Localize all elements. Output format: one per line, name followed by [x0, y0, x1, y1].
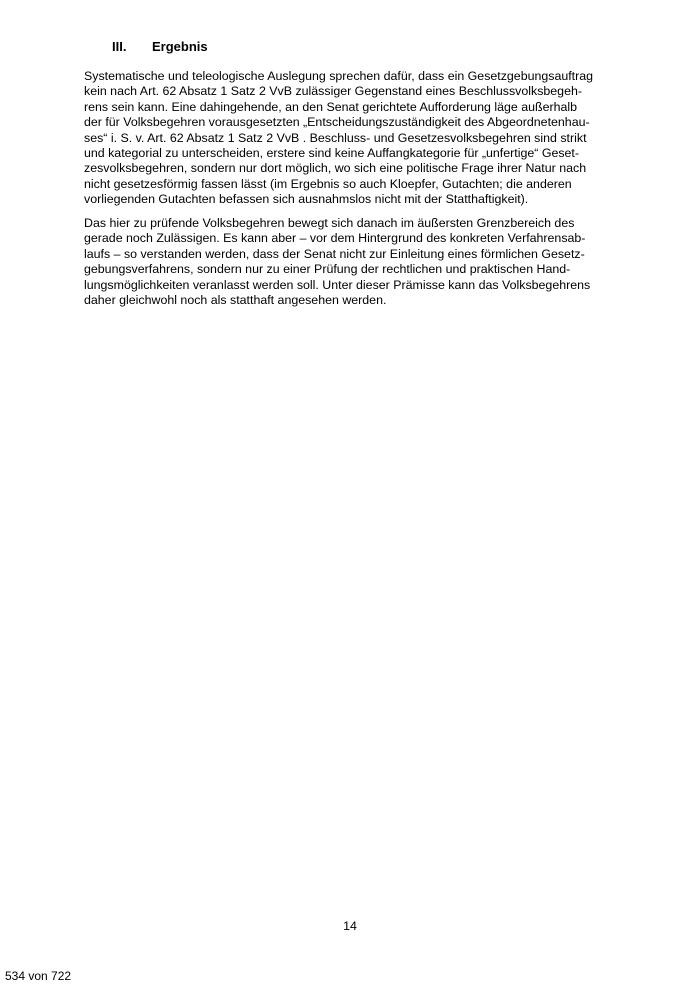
- text-line: nicht gesetzesförmig fassen lässt (im Ergebnis so auch Kloepfer, Gutachten; die anderen: [84, 176, 572, 191]
- text-line: gerade noch Zulässigen. Es kann aber – vor dem Hintergrund des konkreten Verfahrensab-: [84, 231, 586, 246]
- section-title: Ergebnis: [152, 39, 208, 54]
- text-line: ses“ i. S. v. Art. 62 Absatz 1 Satz 2 VvB . Beschluss- und Gesetzesvolksbegehren sind strikt: [84, 130, 587, 145]
- paragraph-assessment: [84, 216, 624, 308]
- text-line: kein nach Art. 62 Absatz 1 Satz 2 VvB zulässiger Gegenstand eines Beschlussvolksbegeh-: [84, 84, 582, 99]
- text-line: zesvolksbegehren, sondern nur dort möglich, wo sich eine politische Frage ihrer Natur nach: [84, 161, 587, 176]
- section-number: III.: [112, 39, 127, 54]
- text-line: gebungsverfahrens, sondern nur zu einer Prüfung der rechtlichen und praktischen Hand-: [84, 262, 571, 277]
- page-number: 14: [343, 919, 357, 933]
- text-line: rens sein kann. Eine dahingehende, an den Senat gerichtete Aufforderung läge außerhalb: [84, 99, 578, 114]
- print-page-counter: 534 von 722: [5, 969, 72, 983]
- section-heading: [112, 39, 208, 54]
- text-line: lungsmöglichkeiten veranlasst werden soll. Unter dieser Prämisse kann das Volksbegehrens: [84, 277, 591, 292]
- text-line: der für Volksbegehren vorausgesetzten „Entscheidungszuständigkeit des Abgeordnetenhau-: [84, 115, 590, 130]
- text-line: Das hier zu prüfende Volksbegehren bewegt sich danach im äußersten Grenzbereich des: [84, 216, 575, 230]
- text-line: laufs – so verstanden werden, dass der Senat nicht zur Einleitung eines förmlichen Gesetz-: [84, 246, 585, 261]
- text-line: daher gleichwohl noch als statthaft angesehen werden.: [84, 293, 387, 308]
- text-line: Systematische und teleologische Auslegung sprechen dafür, dass ein Gesetzgebungsauftrag: [84, 69, 594, 83]
- text-line: vorliegenden Gutachten befassen sich ausnahmslos nicht mit der Statthaftigkeit).: [84, 192, 529, 207]
- text-line: und kategorial zu unterscheiden, erstere sind keine Auffangkategorie für „unfertige“ Geset-: [84, 146, 580, 161]
- paragraph-conclusion: [84, 69, 624, 208]
